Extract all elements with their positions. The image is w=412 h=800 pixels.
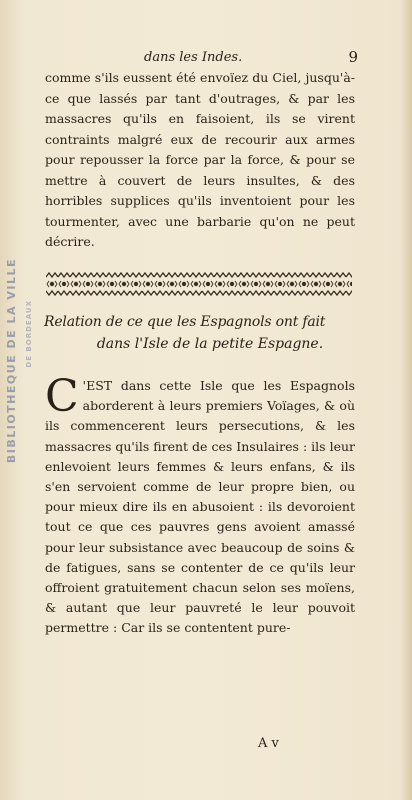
drop-cap: C	[45, 371, 79, 422]
ornamental-band	[46, 271, 352, 297]
paragraph-main-text: 'EST dans cette Isle que les Espagnols aborderent à leurs premiers Voïages, & où ils commencerent leurs persecutions, & les massacres qu'ils firent de ces Insulaires : ils leur enlevoient leurs femmes & leurs enfans, & ils s'en servoient comme de leur propre bien, ou pour mieux dire ils en abusoient : ils devoroient tout ce que ces pauvres gens avoient amassé pour leur subsistance avec beaucoup de soins & de fatigues, sans se contenter de ce qu'ils leur offroient gratuitement chacun selon ses moïens, & autant que leur pauvreté le leur pouvoit permettre : Car ils se contentent pure-	[45, 378, 355, 636]
library-stamp: BIBLIOTHEQUE DE LA VILLE	[5, 258, 18, 464]
library-stamp-city: DE BORDEAUX	[25, 300, 33, 368]
paragraph-continuation: comme s'ils eussent été envoïez du Ciel, jusqu'à-ce que lassés par tant d'outrages, & par les massacres qu'ils en faisoient, ils se virent contraints malgré eux de recourir aux armes pour repousser la force par la force, & pour se mettre à couvert de leurs insultes, & des horribles supplices qu'ils inventoient pour les tourmenter, avec une barbarie qu'on ne peut décrire.	[45, 70, 355, 249]
page-number: 9	[348, 48, 358, 66]
section-title	[44, 311, 356, 355]
paragraph-main	[45, 371, 355, 639]
page-header	[44, 48, 358, 68]
catchword-signature: A v	[258, 736, 279, 751]
running-head: dans les Indes.	[144, 50, 243, 65]
section-title-line1: Relation de ce que les Espagnols ont fait	[44, 314, 326, 330]
section-title-line2: dans l'Isle de la petite Espagne.	[96, 336, 324, 352]
